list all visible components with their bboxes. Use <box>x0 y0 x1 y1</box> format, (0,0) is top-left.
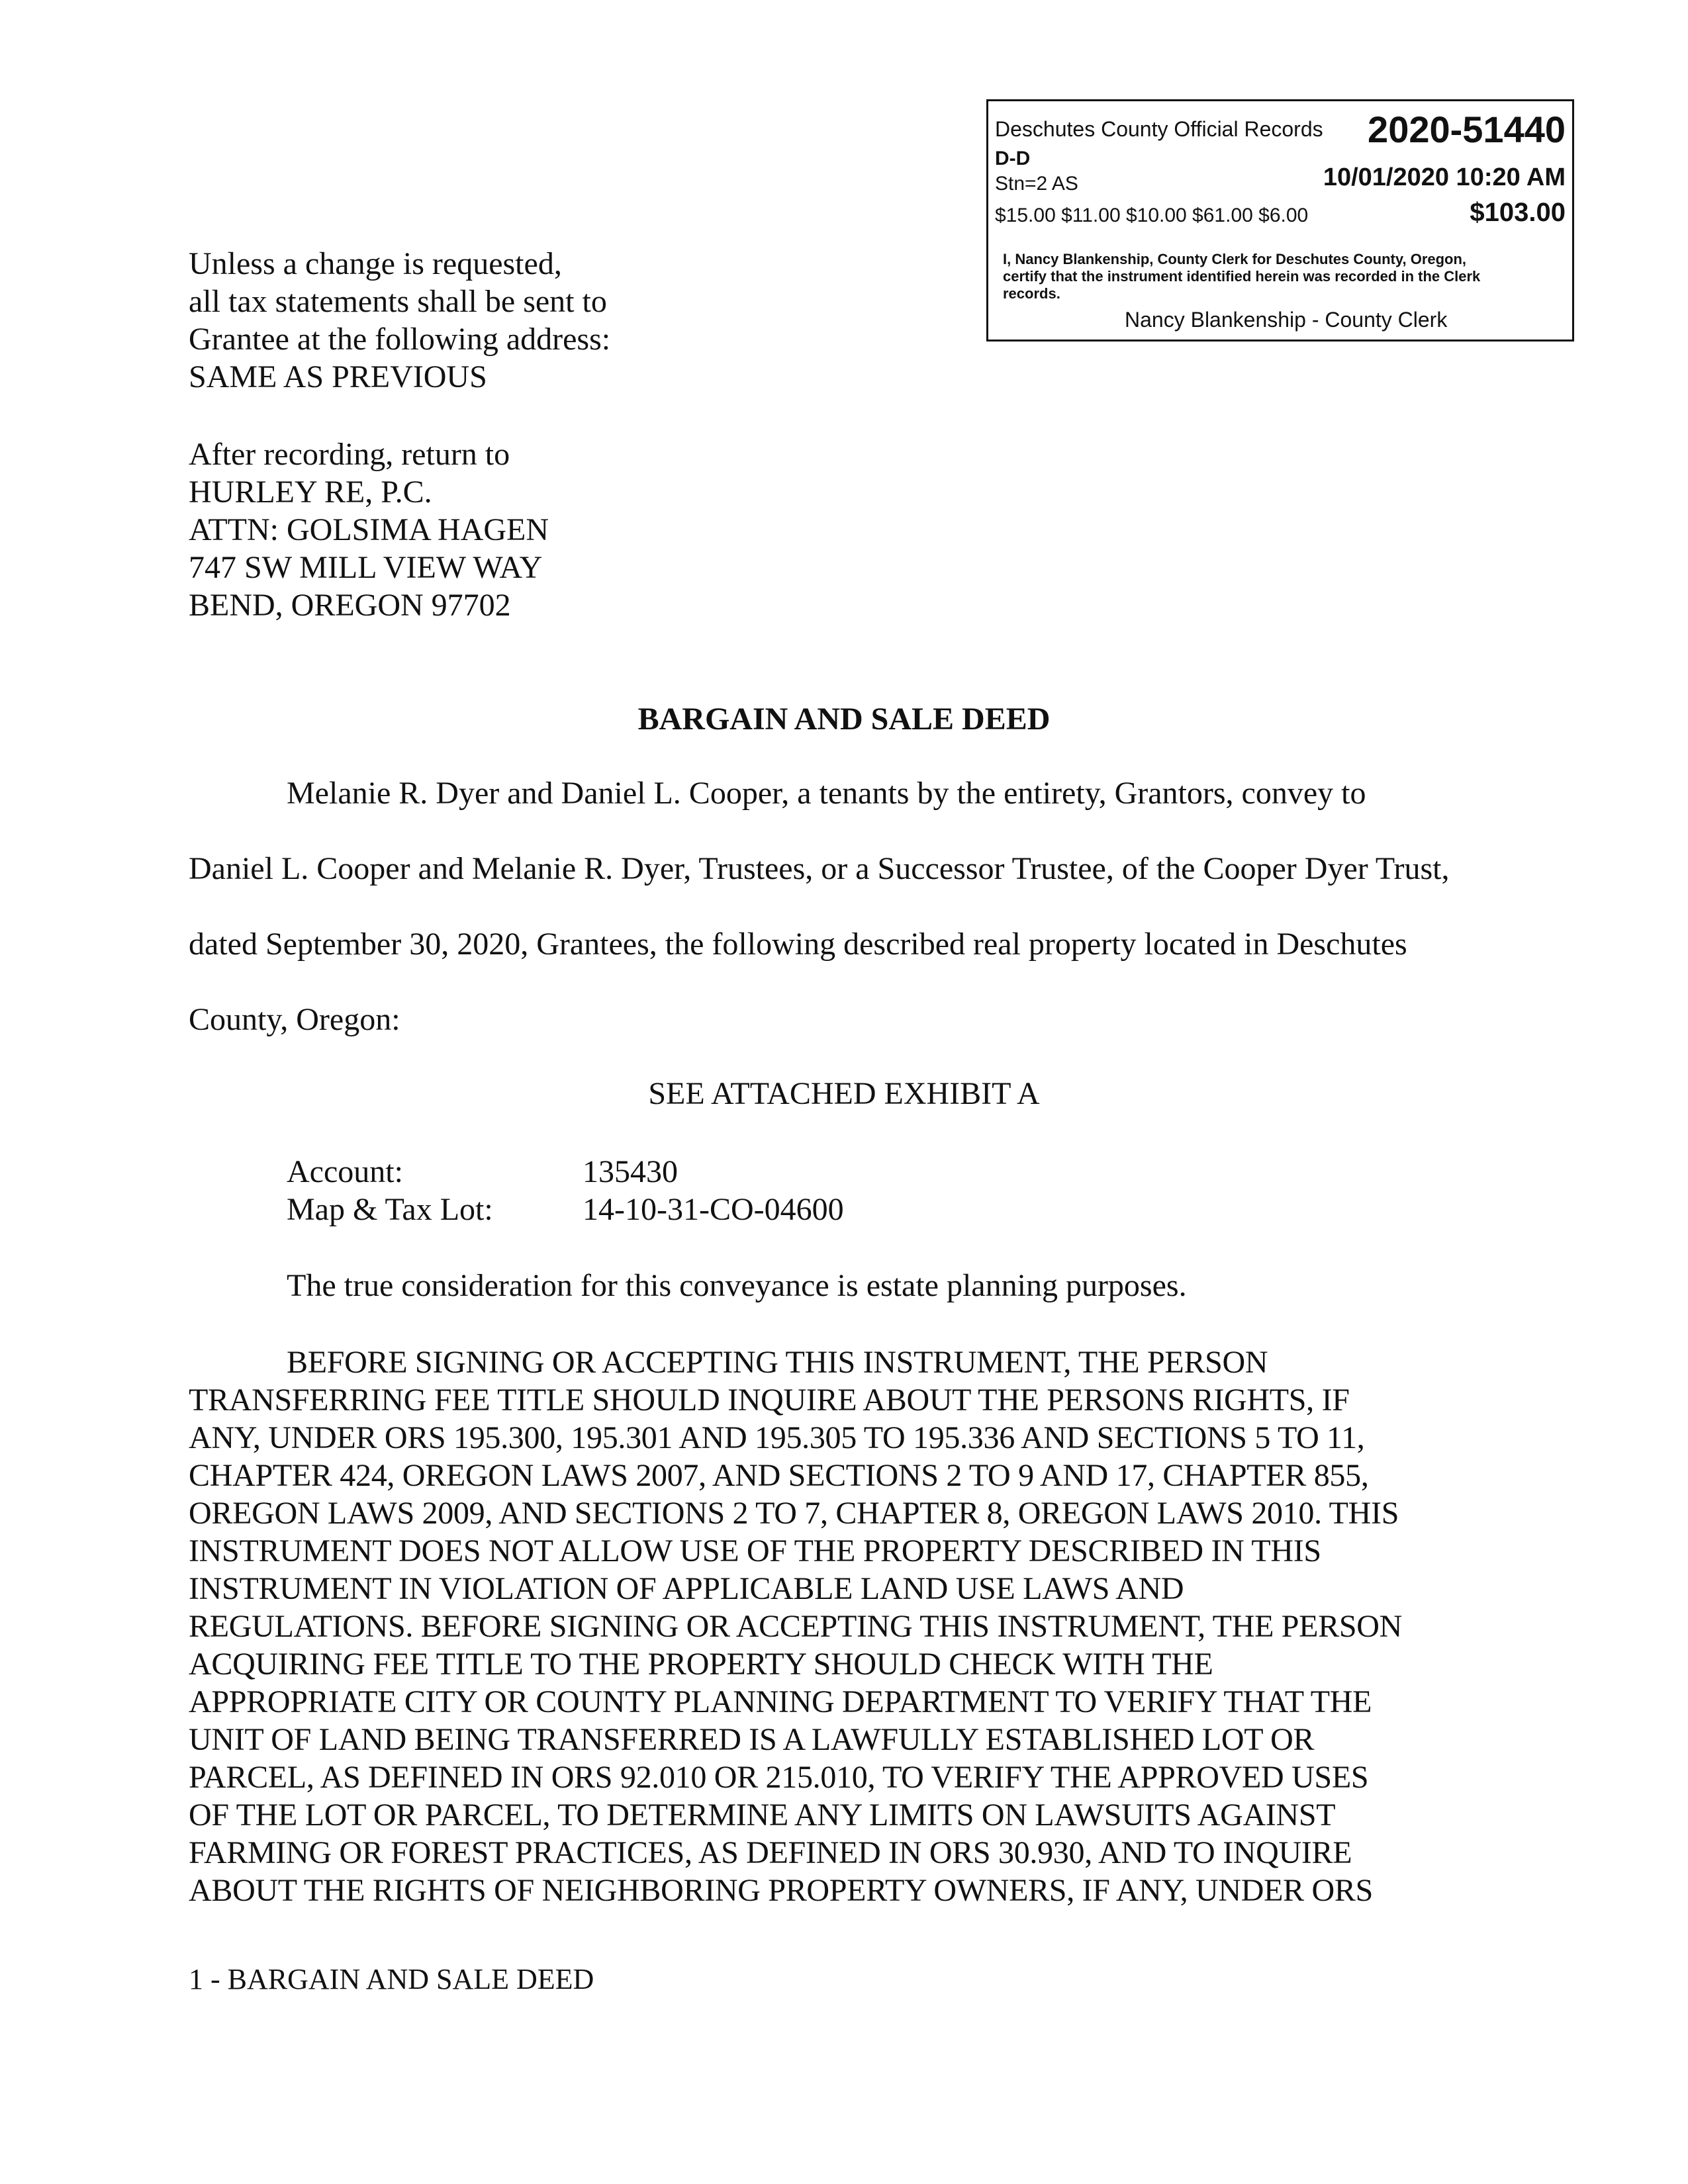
disclosure-line: OREGON LAWS 2009, AND SECTIONS 2 TO 7, CHAPTER 8, OREGON LAWS 2010. THIS <box>189 1496 1399 1531</box>
conveyance-line: Melanie R. Dyer and Daniel L. Cooper, a tenants by the entirety, Grantors, convey to <box>287 776 1366 811</box>
disclosure-line: INSTRUMENT IN VIOLATION OF APPLICABLE LAND USE LAWS AND <box>189 1571 1184 1606</box>
stamp-certification <box>1003 251 1480 302</box>
certification-line: I, Nancy Blankenship, County Clerk for Deschutes County, Oregon, <box>1003 251 1467 267</box>
return-to-block <box>189 435 549 624</box>
disclosure-line: TRANSFERRING FEE TITLE SHOULD INQUIRE ABOUT THE PERSONS RIGHTS, IF <box>189 1383 1350 1418</box>
disclosure-line: UNIT OF LAND BEING TRANSFERRED IS A LAWFULLY ESTABLISHED LOT OR <box>189 1722 1315 1757</box>
account-label: Account: <box>287 1154 403 1189</box>
account-value: 135430 <box>583 1154 678 1189</box>
disclosure-line: ACQUIRING FEE TITLE TO THE PROPERTY SHOULD CHECK WITH THE <box>189 1647 1213 1682</box>
stamp-clerk: Nancy Blankenship - County Clerk <box>1125 308 1448 332</box>
certification-line: records. <box>1003 285 1060 302</box>
stamp-total: $103.00 <box>1470 198 1566 227</box>
stamp-doc-type: D-D <box>995 148 1031 169</box>
exhibit-reference: SEE ATTACHED EXHIBIT A <box>648 1076 1040 1111</box>
disclosure-line: APPROPRIATE CITY OR COUNTY PLANNING DEPARTMENT TO VERIFY THAT THE <box>189 1684 1372 1719</box>
return-to-line: ATTN: GOLSIMA HAGEN <box>189 512 549 547</box>
disclosure-line: FARMING OR FOREST PRACTICES, AS DEFINED IN ORS 30.930, AND TO INQUIRE <box>189 1835 1352 1870</box>
conveyance-line: Daniel L. Cooper and Melanie R. Dyer, Trustees, or a Successor Trustee, of the Cooper Dyer Trust, <box>189 851 1450 886</box>
page-footer: 1 - BARGAIN AND SALE DEED <box>189 1963 594 1995</box>
map-tax-lot-value: 14-10-31-CO-04600 <box>583 1192 844 1227</box>
stamp-record-number: 2020-51440 <box>1368 109 1566 150</box>
disclosure-line: INSTRUMENT DOES NOT ALLOW USE OF THE PROPERTY DESCRIBED IN THIS <box>189 1533 1321 1569</box>
stamp-office: Deschutes County Official Records <box>995 117 1323 141</box>
map-tax-lot-label: Map & Tax Lot: <box>287 1192 493 1227</box>
disclosure-line: ANY, UNDER ORS 195.300, 195.301 AND 195.305 TO 195.336 AND SECTIONS 5 TO 11, <box>189 1420 1365 1455</box>
tax-statement-line: all tax statements shall be sent to <box>189 284 607 319</box>
disclosure-line: BEFORE SIGNING OR ACCEPTING THIS INSTRUMENT, THE PERSON <box>287 1345 1268 1380</box>
stamp-fees: $15.00 $11.00 $10.00 $61.00 $6.00 <box>995 205 1309 226</box>
certification-line: certify that the instrument identified herein was recorded in the Clerk <box>1003 268 1481 285</box>
disclosure-line: CHAPTER 424, OREGON LAWS 2007, AND SECTIONS 2 TO 9 AND 17, CHAPTER 855, <box>189 1458 1369 1493</box>
tax-statement-line: Grantee at the following address: <box>189 322 611 357</box>
tax-statement-line: Unless a change is requested, <box>189 246 562 281</box>
recording-stamp <box>986 99 1574 341</box>
conveyance-line: dated September 30, 2020, Grantees, the following described real property located in Deschutes <box>189 927 1407 962</box>
consideration-statement: The true consideration for this conveyance is estate planning purposes. <box>287 1268 1187 1303</box>
return-to-line: 747 SW MILL VIEW WAY <box>189 550 543 585</box>
document-title: BARGAIN AND SALE DEED <box>637 702 1051 737</box>
stamp-datetime: 10/01/2020 10:20 AM <box>1323 163 1566 191</box>
tax-statement-block <box>189 245 610 396</box>
disclosure-line: PARCEL, AS DEFINED IN ORS 92.010 OR 215.010, TO VERIFY THE APPROVED USES <box>189 1760 1369 1795</box>
disclosure-line: ABOUT THE RIGHTS OF NEIGHBORING PROPERTY OWNERS, IF ANY, UNDER ORS <box>189 1873 1374 1908</box>
return-to-line: HURLEY RE, P.C. <box>189 475 432 510</box>
statutory-disclosure <box>189 1343 1513 1913</box>
disclosure-line: REGULATIONS. BEFORE SIGNING OR ACCEPTING THIS INSTRUMENT, THE PERSON <box>189 1609 1403 1644</box>
return-to-line: After recording, return to <box>189 437 510 472</box>
stamp-station: Stn=2 AS <box>995 173 1078 195</box>
return-to-line: BEND, OREGON 97702 <box>189 588 511 623</box>
tax-statement-line: SAME AS PREVIOUS <box>189 359 487 394</box>
disclosure-line: OF THE LOT OR PARCEL, TO DETERMINE ANY LIMITS ON LAWSUITS AGAINST <box>189 1797 1336 1833</box>
conveyance-line: County, Oregon: <box>189 1002 400 1037</box>
